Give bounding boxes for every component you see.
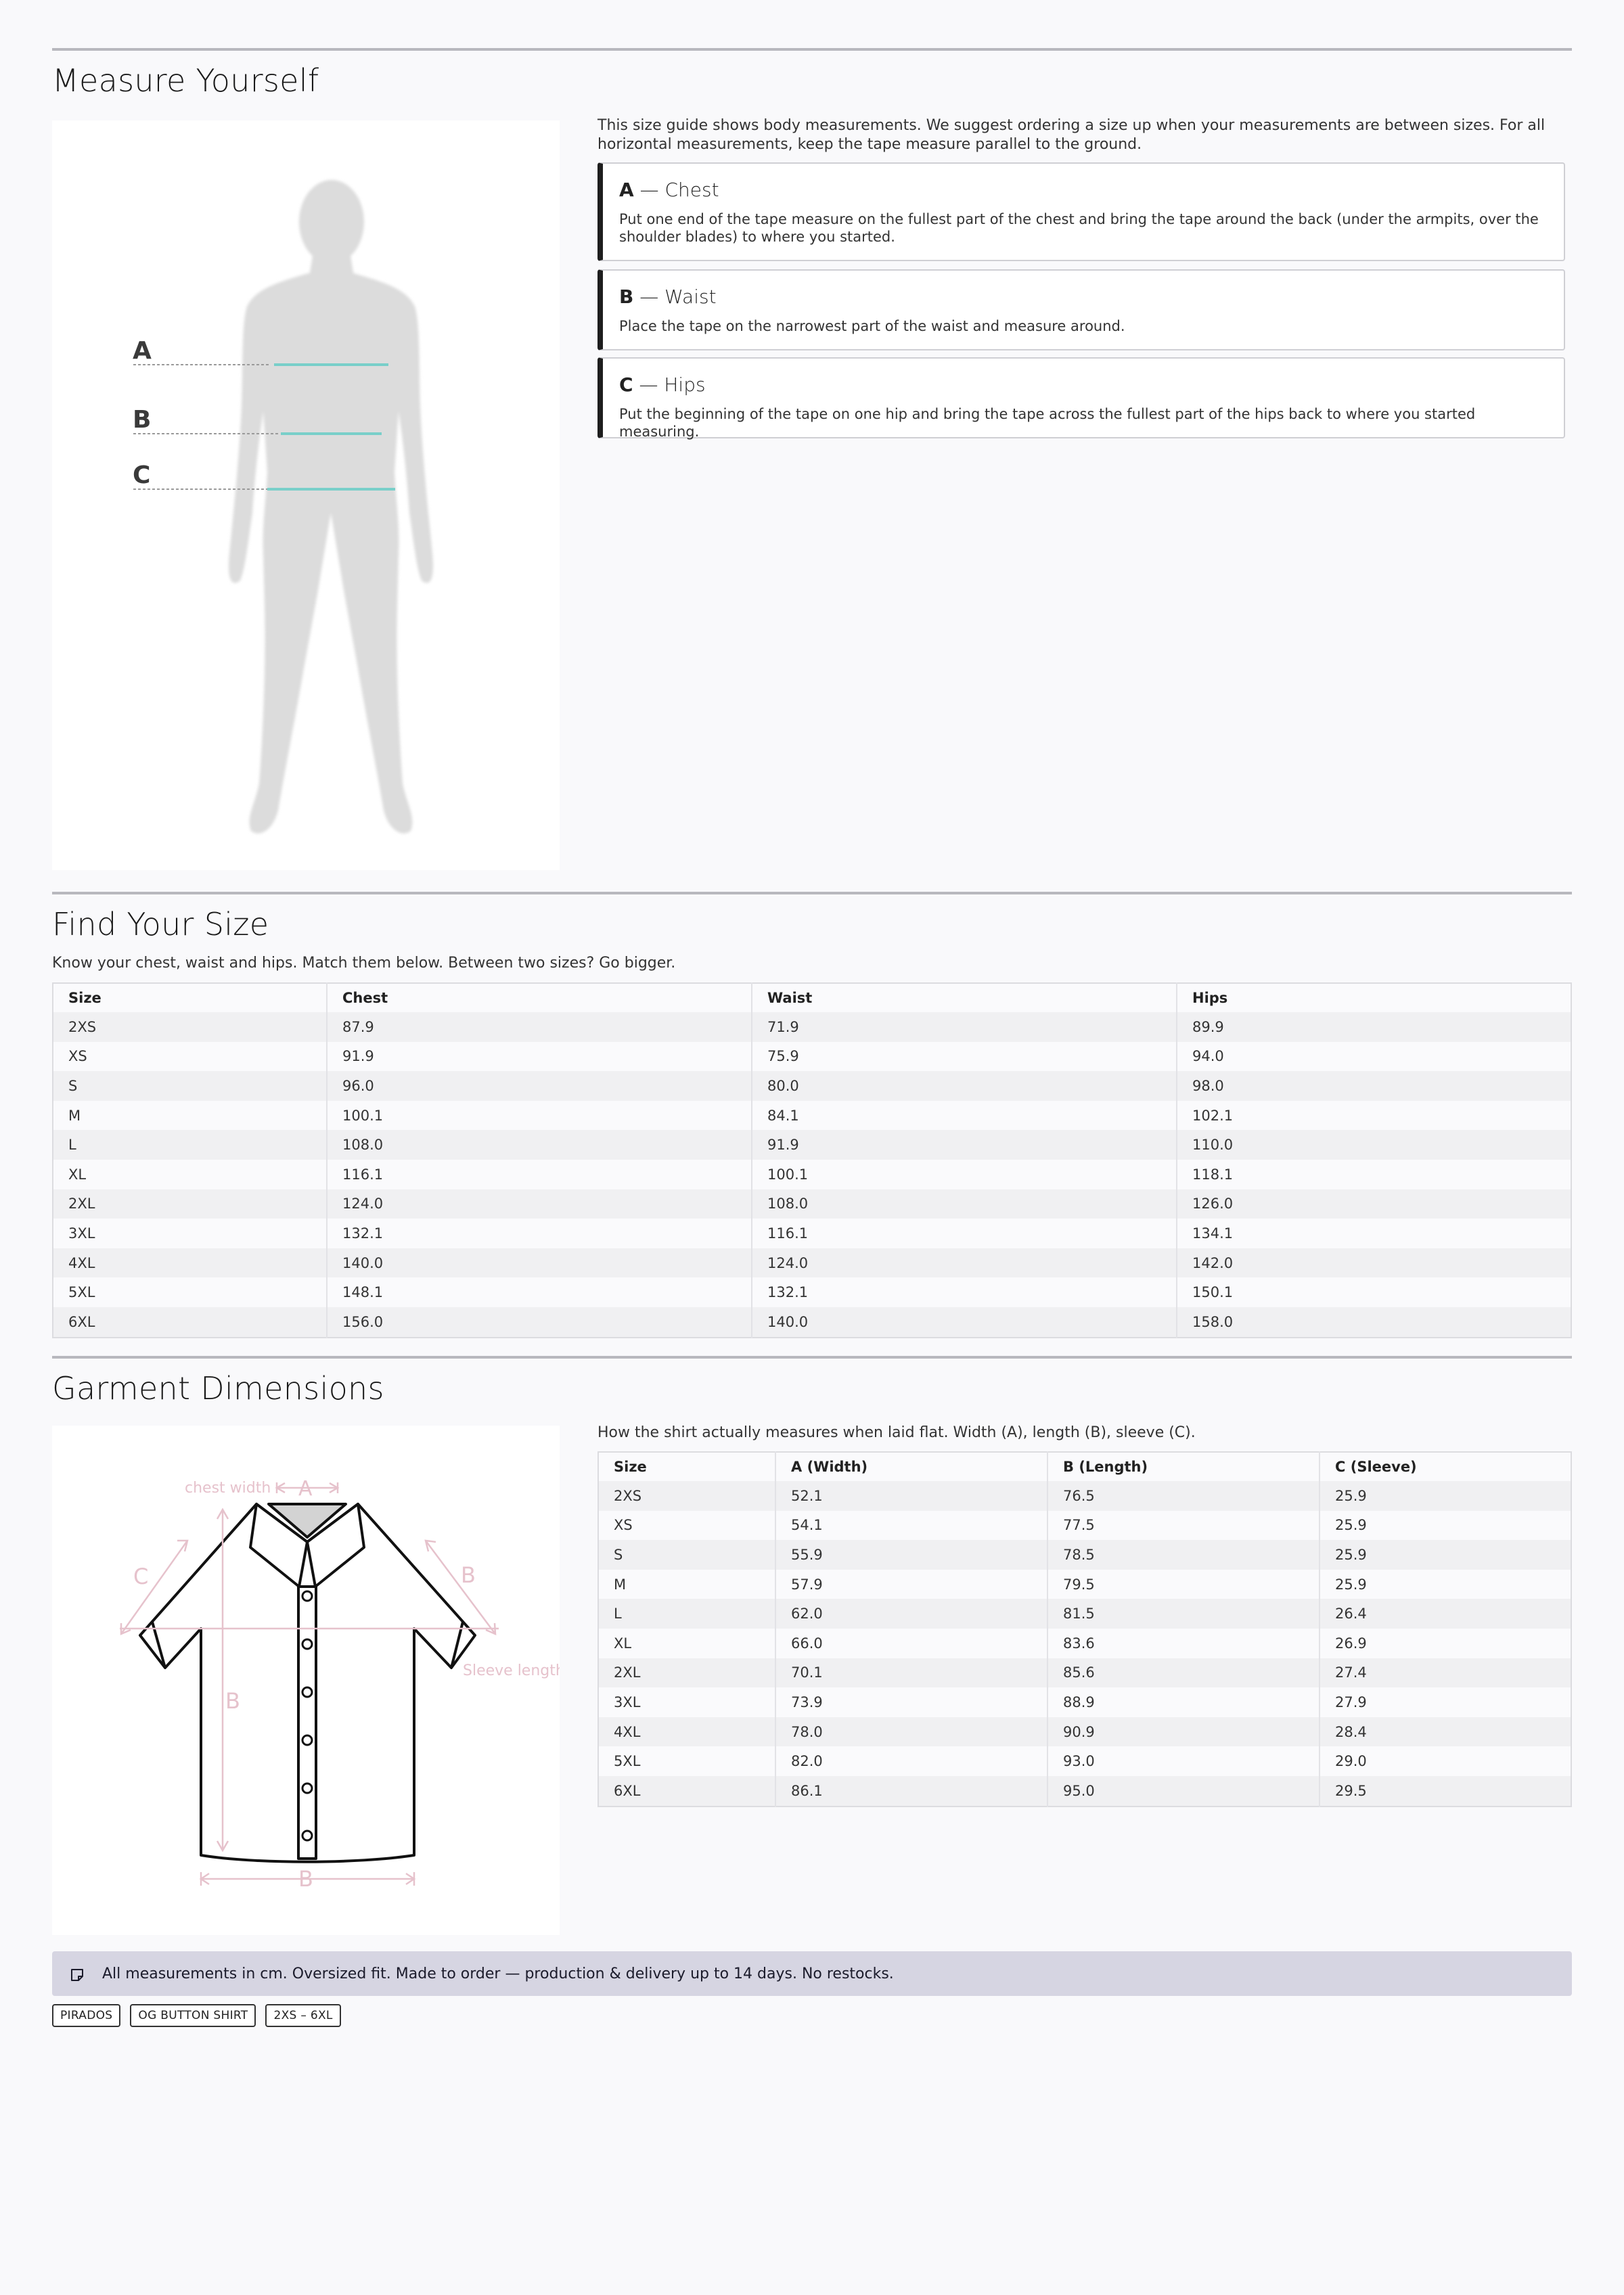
value-cell: 79.5 (1047, 1570, 1320, 1599)
value-cell: 76.5 (1047, 1481, 1320, 1511)
column-header-hips: Hips (1177, 983, 1571, 1012)
find-title: Find Your Size (52, 906, 269, 942)
body-figure-panel (52, 120, 560, 870)
table-row (598, 1687, 1571, 1717)
tag-product: OG BUTTON SHIRT (130, 2004, 256, 2027)
value-cell: 134.1 (1177, 1219, 1571, 1248)
size-cell: S (598, 1540, 775, 1570)
shirt-outline (140, 1504, 475, 1862)
value-cell: 25.9 (1320, 1481, 1571, 1511)
tag-list (52, 2004, 341, 2027)
size-cell: 6XL (53, 1307, 327, 1338)
value-cell: 25.9 (1320, 1540, 1571, 1570)
card-text: Place the tape on the narrowest part of the waist and measure around. (619, 318, 1125, 334)
size-cell: S (53, 1071, 327, 1101)
value-cell: 140.0 (327, 1248, 752, 1278)
note-text: All measurements in cm. Oversized fit. Made to order — production & delivery up to 14 days. No restocks. (102, 1965, 894, 1982)
value-cell: 124.0 (327, 1189, 752, 1219)
measure-title: Measure Yourself (52, 62, 319, 99)
table-row (598, 1658, 1571, 1688)
value-cell: 84.1 (752, 1101, 1177, 1131)
label-b-bottom: B (298, 1866, 313, 1892)
note-icon (70, 1968, 85, 1982)
size-cell: XS (598, 1511, 775, 1541)
chest-width-label: chest width (185, 1480, 271, 1497)
value-cell: 102.1 (1177, 1101, 1571, 1131)
garment-title: Garment Dimensions (52, 1370, 384, 1407)
value-cell: 80.0 (752, 1071, 1177, 1101)
body-size-table (52, 982, 1572, 1338)
body-silhouette-illustration (52, 120, 560, 870)
section-divider (52, 1356, 1572, 1359)
value-cell: 118.1 (1177, 1160, 1571, 1189)
value-cell: 57.9 (775, 1570, 1047, 1599)
size-cell: 6XL (598, 1776, 775, 1807)
size-cell: M (53, 1101, 327, 1131)
table-row (53, 1248, 1571, 1278)
size-cell: XL (598, 1629, 775, 1658)
value-cell: 98.0 (1177, 1071, 1571, 1101)
label-b-sleeve: B (461, 1562, 476, 1588)
card-letter: B (619, 286, 634, 308)
value-cell: 78.5 (1047, 1540, 1320, 1570)
table-row (53, 1130, 1571, 1160)
figure-label-c: C (133, 461, 151, 489)
size-cell: L (598, 1599, 775, 1629)
value-cell: 82.0 (775, 1746, 1047, 1776)
value-cell: 156.0 (327, 1307, 752, 1338)
value-cell: 158.0 (1177, 1307, 1571, 1338)
size-cell: 4XL (598, 1717, 775, 1747)
chest-instruction-card (597, 162, 1565, 261)
measure-intro: This size guide shows body measurements. We suggest ordering a size up when your measurements are between sizes. For all horizontal measurements, keep the tape measure parallel to the ground. (597, 117, 1546, 153)
value-cell: 55.9 (775, 1540, 1047, 1570)
value-cell: 124.0 (752, 1248, 1177, 1278)
value-cell: 52.1 (775, 1481, 1047, 1511)
garment-intro: How the shirt actually measures when laid flat. Width (A), length (B), sleeve (C). (597, 1424, 1196, 1441)
value-cell: 94.0 (1177, 1042, 1571, 1072)
value-cell: 150.1 (1177, 1277, 1571, 1307)
value-cell: 132.1 (752, 1277, 1177, 1307)
value-cell: 71.9 (752, 1012, 1177, 1042)
table-row (598, 1511, 1571, 1541)
value-cell: 28.4 (1320, 1717, 1571, 1747)
value-cell: 77.5 (1047, 1511, 1320, 1541)
table-row (53, 1101, 1571, 1131)
value-cell: 89.9 (1177, 1012, 1571, 1042)
value-cell: 108.0 (752, 1189, 1177, 1219)
value-cell: 100.1 (327, 1101, 752, 1131)
value-cell: 27.4 (1320, 1658, 1571, 1688)
body-size-rows (53, 1012, 1571, 1338)
size-cell: 2XS (598, 1481, 775, 1511)
tag-size-range: 2XS – 6XL (265, 2004, 340, 2027)
value-cell: 73.9 (775, 1687, 1047, 1717)
shirt-diagram (52, 1426, 560, 1935)
size-cell: 3XL (598, 1687, 775, 1717)
measurement-note (52, 1951, 1572, 1996)
garment-size-rows (598, 1481, 1571, 1807)
value-cell: 62.0 (775, 1599, 1047, 1629)
table-row (53, 1189, 1571, 1219)
card-title (619, 179, 1546, 201)
body-silhouette (229, 180, 433, 834)
waist-instruction-card (597, 269, 1565, 350)
value-cell: 66.0 (775, 1629, 1047, 1658)
value-cell: 91.9 (752, 1130, 1177, 1160)
value-cell: 26.4 (1320, 1599, 1571, 1629)
table-row (598, 1599, 1571, 1629)
value-cell: 126.0 (1177, 1189, 1571, 1219)
card-text: Put one end of the tape measure on the fullest part of the chest and bring the tape around the back (under the armpits, over the shoulder blades) to where you started. (619, 211, 1539, 245)
value-cell: 29.0 (1320, 1746, 1571, 1776)
sleeve-length-label: Sleeve length (463, 1662, 560, 1679)
column-header-size: Size (53, 983, 327, 1012)
table-row (53, 1042, 1571, 1072)
value-cell: 142.0 (1177, 1248, 1571, 1278)
tag-brand: PIRADOS (52, 2004, 120, 2027)
card-name: — Hips (639, 373, 706, 396)
table-row (598, 1570, 1571, 1599)
value-cell: 93.0 (1047, 1746, 1320, 1776)
column-header-width: A (Width) (775, 1452, 1047, 1481)
table-row (598, 1746, 1571, 1776)
value-cell: 88.9 (1047, 1687, 1320, 1717)
table-row (53, 1307, 1571, 1338)
value-cell: 96.0 (327, 1071, 752, 1101)
label-b-vertical: B (225, 1688, 240, 1714)
size-cell: 2XL (598, 1658, 775, 1688)
value-cell: 27.9 (1320, 1687, 1571, 1717)
value-cell: 70.1 (775, 1658, 1047, 1688)
value-cell: 78.0 (775, 1717, 1047, 1747)
card-title (619, 286, 1546, 308)
column-header-length: B (Length) (1047, 1452, 1320, 1481)
size-cell: XL (53, 1160, 327, 1189)
value-cell: 29.5 (1320, 1776, 1571, 1807)
table-row (53, 1012, 1571, 1042)
size-cell: XS (53, 1042, 327, 1072)
card-letter: A (619, 179, 634, 201)
size-cell: 4XL (53, 1248, 327, 1278)
card-title (619, 373, 1546, 396)
garment-size-table (597, 1451, 1572, 1807)
value-cell: 75.9 (752, 1042, 1177, 1072)
section-divider (52, 892, 1572, 894)
value-cell: 116.1 (327, 1160, 752, 1189)
size-cell: 2XL (53, 1189, 327, 1219)
size-cell: L (53, 1130, 327, 1160)
value-cell: 116.1 (752, 1219, 1177, 1248)
table-row (53, 1277, 1571, 1307)
value-cell: 81.5 (1047, 1599, 1320, 1629)
value-cell: 140.0 (752, 1307, 1177, 1338)
value-cell: 86.1 (775, 1776, 1047, 1807)
table-row (598, 1776, 1571, 1807)
size-cell: 3XL (53, 1219, 327, 1248)
value-cell: 90.9 (1047, 1717, 1320, 1747)
label-a: A (298, 1477, 313, 1501)
value-cell: 148.1 (327, 1277, 752, 1307)
value-cell: 54.1 (775, 1511, 1047, 1541)
value-cell: 108.0 (327, 1130, 752, 1160)
value-cell: 95.0 (1047, 1776, 1320, 1807)
table-row (53, 1071, 1571, 1101)
table-row (53, 1160, 1571, 1189)
value-cell: 83.6 (1047, 1629, 1320, 1658)
label-c: C (133, 1564, 149, 1589)
column-header-chest: Chest (327, 983, 752, 1012)
find-intro: Know your chest, waist and hips. Match them below. Between two sizes? Go bigger. (52, 955, 676, 972)
table-row (53, 1219, 1571, 1248)
card-text: Put the beginning of the tape on one hip and bring the tape across the fullest part of the hips back to where you started measuring. (619, 406, 1476, 440)
figure-label-a: A (133, 337, 152, 365)
card-name: — Chest (639, 179, 719, 201)
size-cell: M (598, 1570, 775, 1599)
table-header-row (598, 1452, 1571, 1481)
column-header-size: Size (598, 1452, 775, 1481)
table-row (598, 1540, 1571, 1570)
table-row (598, 1717, 1571, 1747)
size-cell: 5XL (598, 1746, 775, 1776)
column-header-sleeve: C (Sleeve) (1320, 1452, 1571, 1481)
size-cell: 2XS (53, 1012, 327, 1042)
card-letter: C (619, 373, 633, 396)
size-cell: 5XL (53, 1277, 327, 1307)
hips-instruction-card (597, 357, 1565, 438)
table-row (598, 1629, 1571, 1658)
value-cell: 110.0 (1177, 1130, 1571, 1160)
card-name: — Waist (639, 286, 717, 308)
figure-label-b: B (133, 406, 152, 434)
value-cell: 87.9 (327, 1012, 752, 1042)
value-cell: 85.6 (1047, 1658, 1320, 1688)
table-row (598, 1481, 1571, 1511)
value-cell: 26.9 (1320, 1629, 1571, 1658)
shirt-figure-panel (52, 1426, 560, 1935)
value-cell: 25.9 (1320, 1511, 1571, 1541)
value-cell: 91.9 (327, 1042, 752, 1072)
table-header-row (53, 983, 1571, 1012)
value-cell: 100.1 (752, 1160, 1177, 1189)
column-header-waist: Waist (752, 983, 1177, 1012)
value-cell: 25.9 (1320, 1570, 1571, 1599)
value-cell: 132.1 (327, 1219, 752, 1248)
section-divider (52, 48, 1572, 51)
